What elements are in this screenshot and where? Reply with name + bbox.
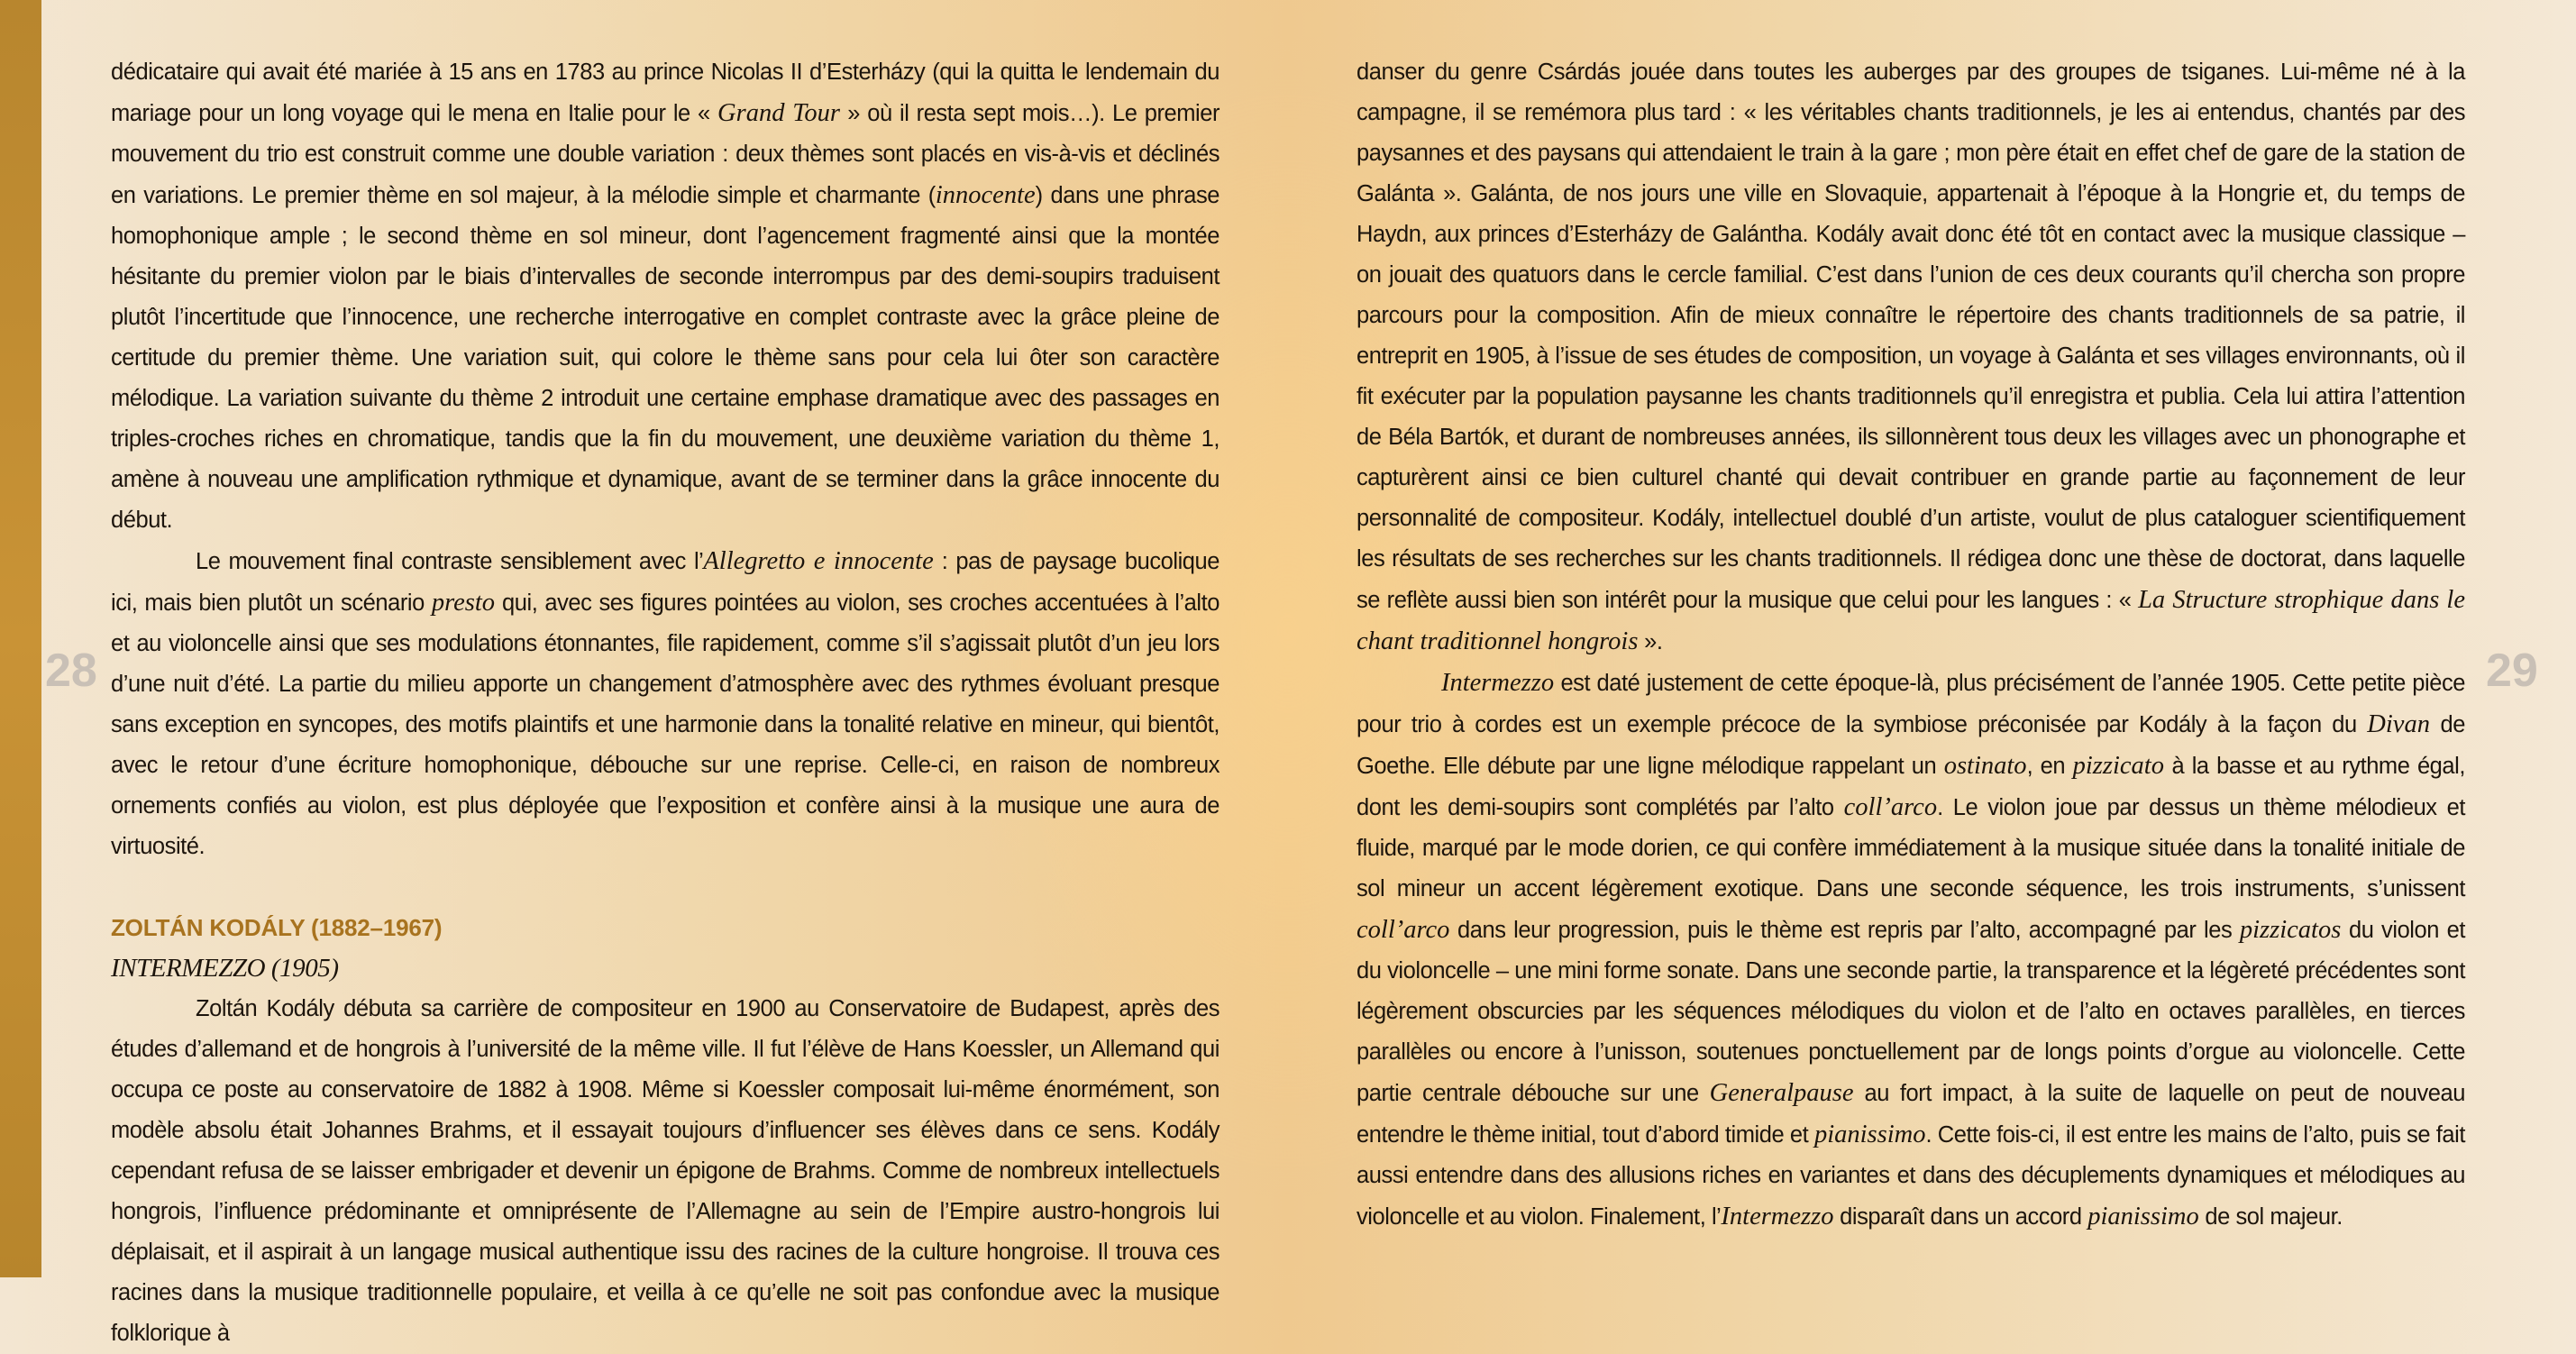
italic-term: Generalpause xyxy=(1709,1079,1854,1107)
italic-term: coll’arco xyxy=(1357,916,1450,944)
paragraph-trio-first-movement: dédicataire qui avait été mariée à 15 ans en 1783 au prince Nicolas II d’Esterházy (qui la quitta le lendemain du mariage pour un long voyage qui le mena en Italie pour le « Grand Tour » où il resta sept mois…). Le premier mouvement du trio est construit comme une double variation : deux thèmes sont placés en vis-à-vis et déclinés en variations. Le premier thème en sol majeur, à la mélodie simple et charmante (innocente) dans une phrase homophonique ample ; le second thème en sol mineur, dont l’agencement fragmenté ainsi que la montée hésitante du premier violon par le biais d’intervalles de seconde interrompus par des demi-soupirs traduisent plutôt l’incertitude que l’innocence, une recherche interrogative en complet contraste avec la grâce pleine de certitude du premier thème. Une variation suit, qui colore le thème sans pour cela lui ôter son caractère mélodique. La variation suivante du thème 2 introduit une certaine emphase dramatique avec des passages en triples-croches riches en chromatique, tandis que la fin du mouvement, une deuxième variation du thème 1, amène à nouveau une amplification rythmique et dynamique, avant de se terminer dans la grâce innocente du début. xyxy=(111,59,1220,533)
right-page-column xyxy=(1357,52,2465,1238)
italic-term: presto xyxy=(431,589,496,617)
left-page-column xyxy=(111,52,1219,1354)
italic-term: Allegretto e innocente xyxy=(703,547,934,575)
section-spacer xyxy=(111,867,1219,908)
page-number-left: 28 xyxy=(45,645,97,697)
italic-term: pianissimo xyxy=(1813,1121,1926,1148)
paragraph-intermezzo-analysis: Intermezzo est daté justement de cette époque-là, plus précisément de l’année 1905. Cette petite pièce pour trio à cordes est un exemple précoce de la symbiose préconisée par Kodály à la façon du Divan de Goethe. Elle débute par une ligne mélodique rappelant un ostinato, en pizzicato à la basse et au rythme égal, dont les demi-soupirs sont complétés par l’alto coll’arco. Le violon joue par dessus un thème mélodieux et fluide, marqué par le mode dorien, ce qui confère immédiatement à la musique située dans la tonalité initiale de sol mineur un accent légèrement exotique. Dans une seconde séquence, les trois instruments, s’unissent coll’arco dans leur progression, puis le thème est repris par l’alto, accompagné par les pizzicatos du violon et du violoncelle – une mini forme sonate. Dans une seconde partie, la transparence et la légèreté précédentes sont légèrement obscurcies par les séquences mélodiques du violon et de l’alto en octaves parallèles, en tierces parallèles ou encore à l’unisson, soutenues ponctuellement par de longs points d’orgue au violoncelle. Cette partie centrale débouche sur une Generalpause au fort impact, à la suite de laquelle on peut de nouveau entendre le thème initial, tout d’abord timide et pianissimo. Cette fois-ci, il est entre les mains de l’alto, puis se fait aussi entendre dans des allusions riches en variantes et dans des décuplements dynamiques et mélodiques au violoncelle et au violon. Finalement, l’Intermezzo disparaît dans un accord pianissimo de sol majeur. xyxy=(1357,669,2465,1230)
italic-term: pizzicato xyxy=(2072,752,2164,780)
paragraph-trio-final-movement: Le mouvement final contraste sensiblement avec l’Allegretto e innocente : pas de paysage bucolique ici, mais bien plutôt un scénario presto qui, avec ses figures pointées au violon, ses croches accentuées à l’alto et au violoncelle ainsi que ses modulations étonnantes, file rapidement, comme s’il s’agissait plutôt d’un jeu lors d’une nuit d’été. La partie du milieu apporte un changement d’atmosphère avec des rythmes évoluant presque sans exception en syncopes, des motifs plaintifs et une harmonie dans la tonalité relative en mineur, qui bientôt, avec le retour d’une écriture homophonique, débouche sur une reprise. Celle-ci, en raison de nombreux ornements confiés au violon, est plus déployée que l’exposition et confère ainsi à la musique une aura de virtuosité. xyxy=(111,547,1219,859)
work-title: INTERMEZZO (1905) xyxy=(111,954,339,983)
italic-term: pizzicatos xyxy=(2239,916,2342,944)
paragraph-kodaly-folk-music: danser du genre Csárdás jouée dans toutes les auberges par des groupes de tsiganes. Lui-même né à la campagne, il se remémora plus tard : « les véritables chants traditionnels, je les ai entendus, chantés par des paysannes et des paysans qui attendaient le train à la gare ; mon père était en effet chef de gare de la station de Galánta ». Galánta, de nos jours une ville en Slovaquie, appartenait à l’époque à la Hongrie et, du temps de Haydn, aux princes d’Esterházy de Galántha. Kodály avait donc été tôt en contact avec la musique classique – on jouait des quatuors dans le cercle familial. C’est dans l’union de ces deux courants qu’il chercha son propre parcours pour la composition. Afin de mieux connaître le répertoire des chants traditionnels de sa patrie, il entreprit en 1905, à l’issue de ses études de composition, un voyage à Galánta et ses villages environnants, où il fit exécuter par la population paysanne les chants traditionnels qu’il enregistra et publia. Cela lui attira l’attention de Béla Bartók, et durant de nombreuses années, ils sillonnèrent tous deux les villages avec un phonographe et capturèrent ainsi ce bien culturel chanté qui devait contribuer en grande partie au façonnement de leur personnalité de compositeur. Kodály, intellectuel doublé d’un artiste, voulut de plus cataloguer scientifiquement les résultats de ses recherches sur les chants traditionnels. Il rédigea donc une thèse de doctorat, dans laquelle se reflète aussi bien son intérêt pour la musique que celui pour les langues : « La Structure strophique dans le chant traditionnel hongrois ». xyxy=(1357,59,2465,655)
italic-term: pianissimo xyxy=(2087,1203,2199,1230)
italic-term: coll’arco xyxy=(1843,793,1938,821)
composer-heading: ZOLTÁN KODÁLY (1882–1967) xyxy=(111,914,443,941)
book-spine-edge xyxy=(0,0,41,1277)
italic-term: Intermezzo xyxy=(1441,669,1555,697)
italic-term: Intermezzo xyxy=(1721,1203,1834,1230)
italic-term: innocente xyxy=(935,181,1036,209)
italic-term: ostinato xyxy=(1943,752,2027,780)
italic-term: Divan xyxy=(2367,710,2430,738)
paragraph-kodaly-biography: Zoltán Kodály débuta sa carrière de compositeur en 1900 au Conservatoire de Budapest, après des études d’allemand et de hongrois à l’université de la même ville. Il fut l’élève de Hans Koessler, un Allemand qui occupa ce poste au conservatoire de 1882 à 1908. Même si Koessler composait lui-même énormément, son modèle absolu était Johannes Brahms, et il essayait toujours d’influencer ses élèves dans ce sens. Kodály cependant refusa de se laisser embrigader et devenir un épigone de Brahms. Comme de nombreux intellectuels hongrois, l’influence prédominante et omniprésente de l’Allemagne au sein de l’Empire austro-hongrois lui déplaisait, et il aspirait à un langage musical authentique issu des racines de la culture hongroise. Il trouva ces racines dans la musique traditionnelle populaire, et veilla à ce qu’elle ne soit pas confondue avec la musique folklorique à xyxy=(111,996,1219,1346)
page-number-right: 29 xyxy=(2486,645,2538,697)
italic-term: Grand Tour xyxy=(717,99,841,127)
italic-term: La Structure strophique dans le chant traditionnel hongrois xyxy=(1357,586,2465,655)
